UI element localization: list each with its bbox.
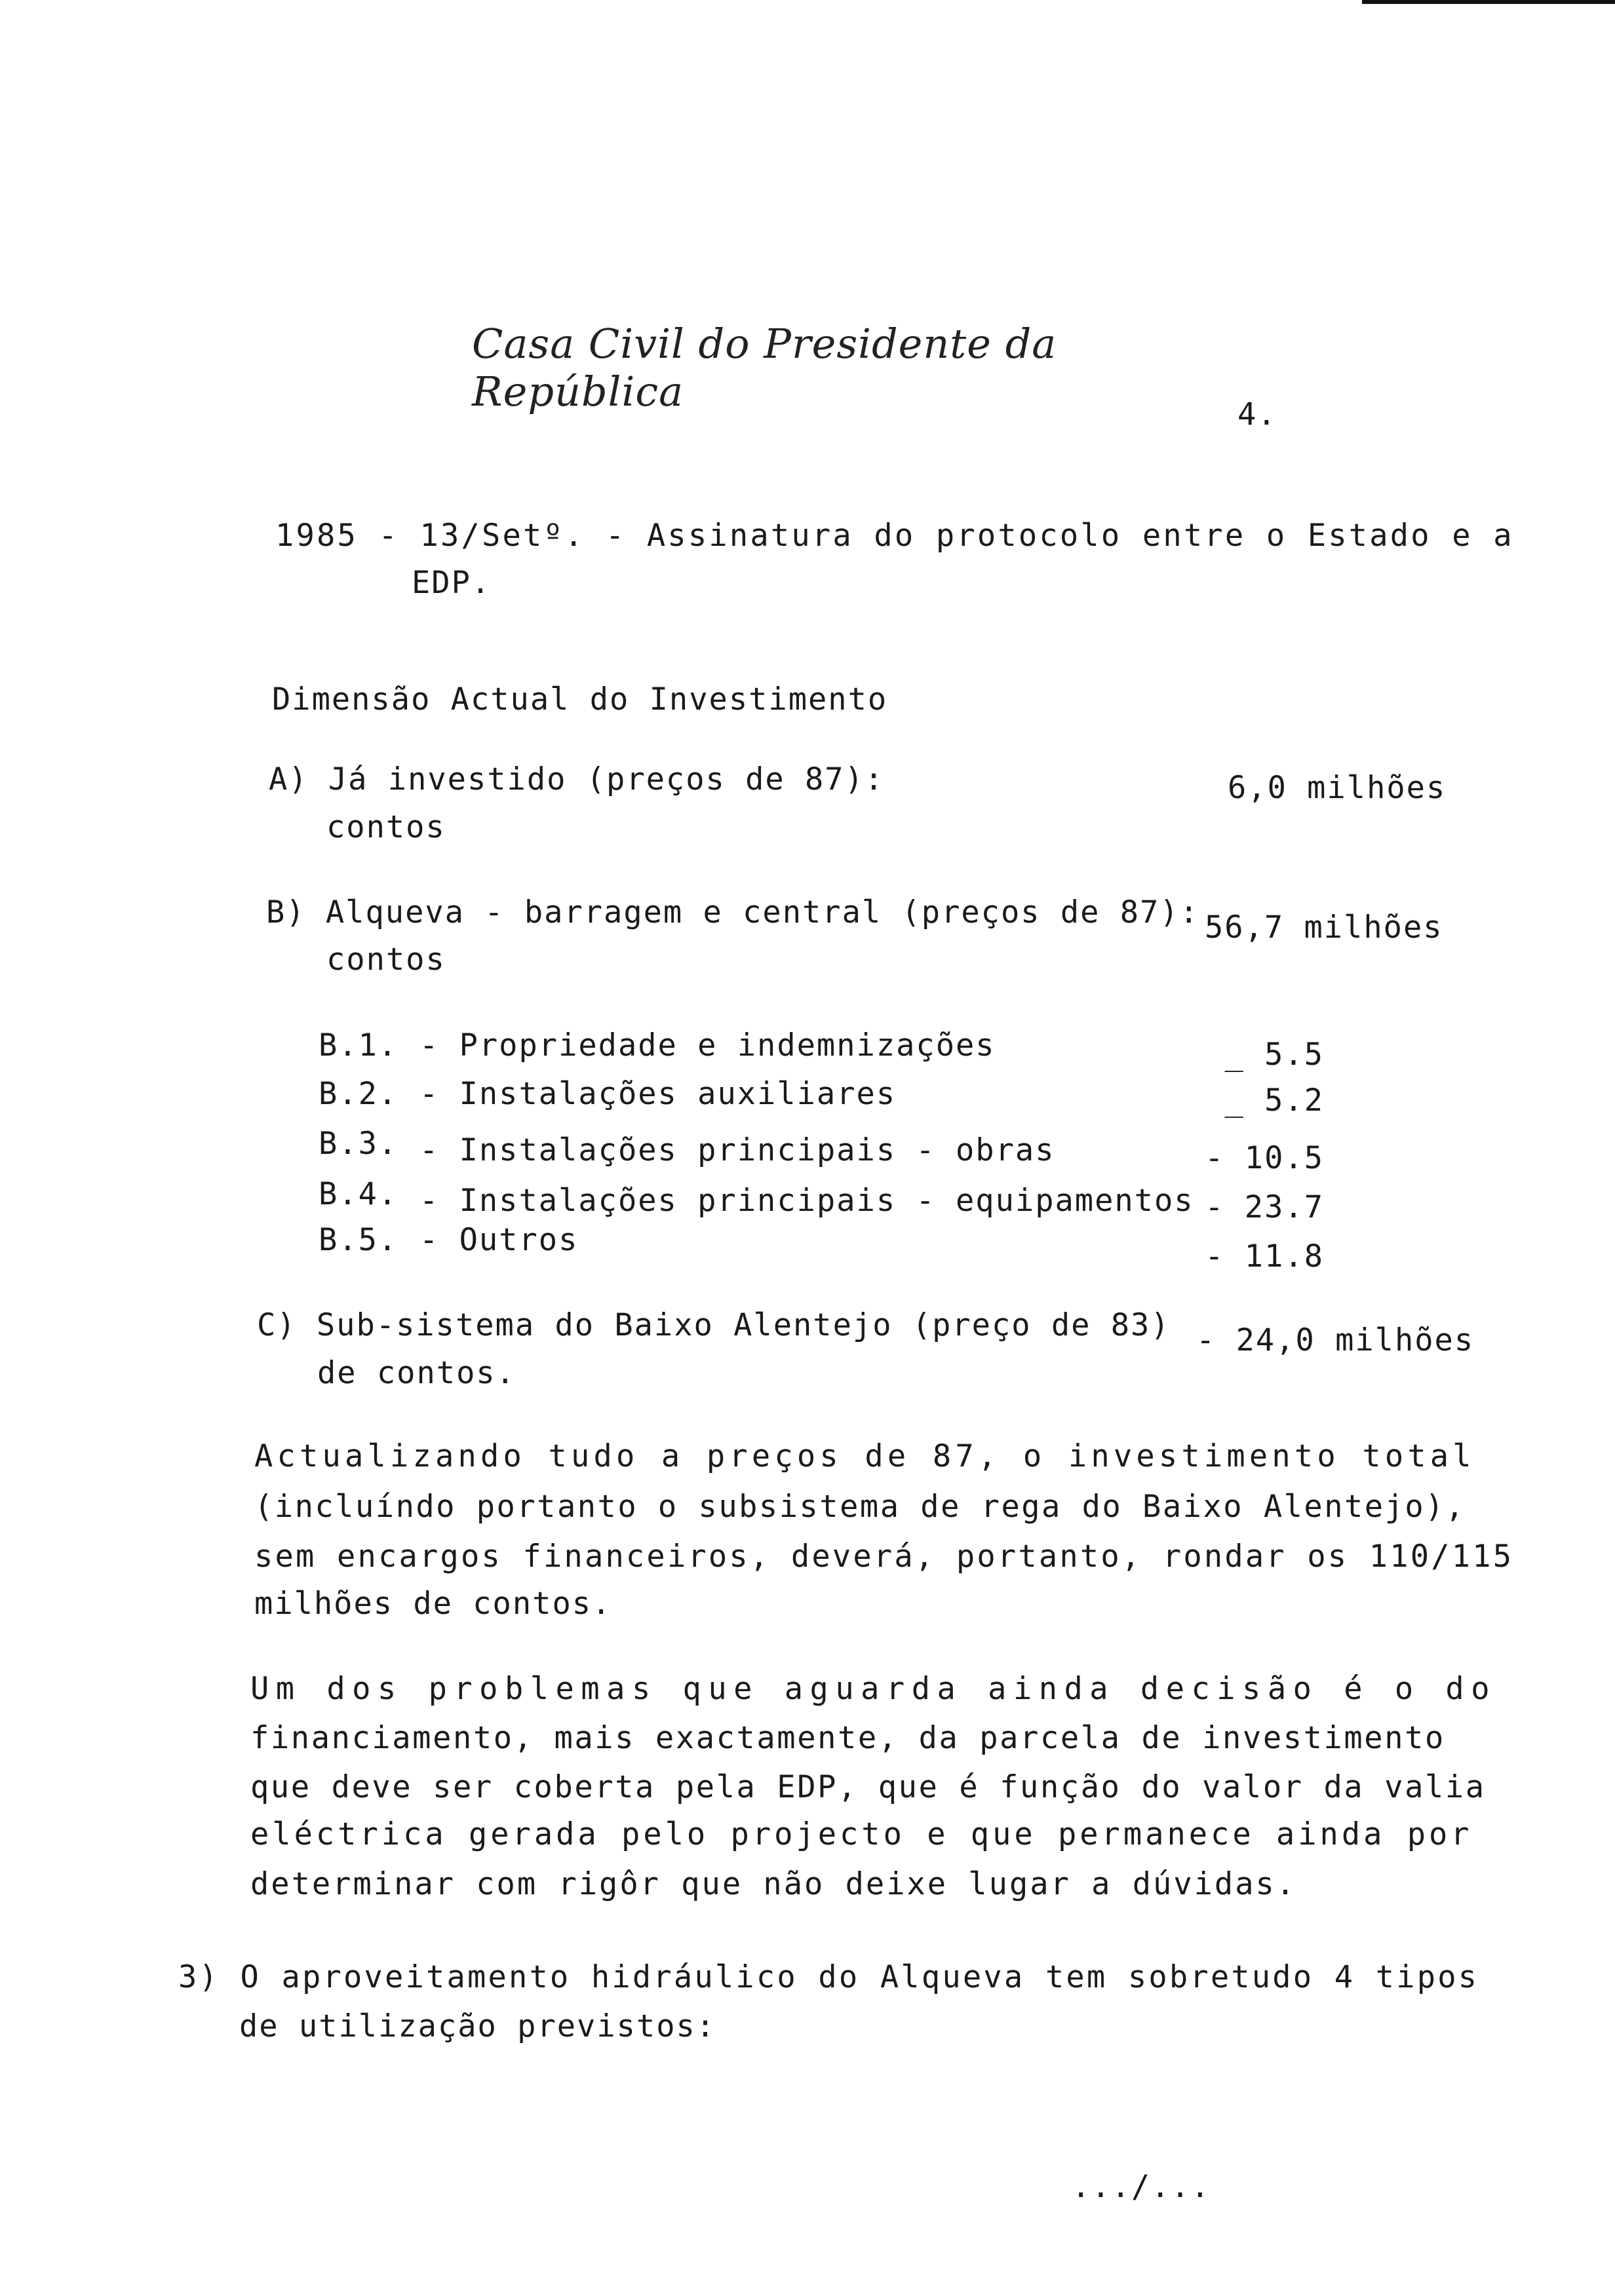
paragraph-1-line: milhões de contos. (254, 1586, 612, 1622)
paragraph-2-line: eléctrica gerada pelo projecto e que permanece ainda por (250, 1816, 1473, 1852)
paragraph-1-line: sem encargos financeiros, deverá, portanto, rondar os 110/115 (254, 1539, 1514, 1575)
page-number: 4. (1237, 396, 1277, 432)
letterhead (472, 308, 1114, 415)
sub-item-value: _ 5.2 (1224, 1082, 1324, 1119)
sub-item-code: B.5. (319, 1222, 399, 1258)
sub-item-value: _ 5.5 (1224, 1037, 1324, 1073)
item-a-continuation: contos (326, 809, 446, 845)
event-line-1: 1985 - 13/Setº. - Assinatura do protocolo entre o Estado e a (275, 518, 1514, 554)
item-c-label: C) Sub-sistema do Baixo Alentejo (preço de 83) (257, 1307, 1171, 1343)
section-title: Dimensão Actual do Investimento (272, 681, 888, 718)
sub-item-label: - Propriedade e indemnizações (419, 1027, 996, 1063)
event-line-2: EDP. (412, 565, 492, 601)
sub-item-code: B.2. (319, 1076, 399, 1112)
top-edge-rule (1362, 0, 1615, 4)
item-c-value: - 24,0 milhões (1196, 1322, 1475, 1358)
item-3-line-1: 3) O aproveitamento hidráulico do Alqueva tem sobretudo 4 tipos (178, 1959, 1479, 1995)
letterhead-text: Casa Civil do Presidente da República (472, 320, 1057, 415)
item-3-line-2: de utilização previstos: (239, 2008, 716, 2044)
sub-item-label: - Instalações principais - equipamentos (419, 1183, 1194, 1219)
sub-item-code: B.4. (319, 1176, 399, 1212)
paragraph-1-line: Actualizando tudo a preços de 87, o investimento total (254, 1438, 1475, 1474)
sub-item-label: - Outros (419, 1222, 579, 1258)
paragraph-2-line: que deve ser coberta pela EDP, que é função do valor da valia (250, 1769, 1486, 1805)
sub-item-value: - 23.7 (1205, 1189, 1324, 1225)
item-b-label: B) Alqueva - barragem e central (preços de 87): (266, 894, 1199, 930)
paragraph-1-line: (incluíndo portanto o subsistema de rega do Baixo Alentejo), (254, 1489, 1466, 1525)
item-a-label: A) Já investido (preços de 87): (269, 761, 885, 797)
item-c-continuation: de contos. (317, 1355, 516, 1391)
sub-item-value: - 10.5 (1205, 1140, 1324, 1176)
item-a-value: 6,0 milhões (1228, 770, 1447, 806)
sub-item-value: - 11.8 (1205, 1238, 1324, 1274)
item-b-value: 56,7 milhões (1205, 909, 1443, 946)
continuation-marker: .../... (1072, 2169, 1211, 2205)
paragraph-2-line: determinar com rigôr que não deixe lugar a dúvidas. (250, 1866, 1297, 1902)
paragraph-2-line: Um dos problemas que aguarda ainda decisão é o do (250, 1671, 1497, 1707)
sub-item-label: - Instalações principais - obras (419, 1132, 1055, 1168)
sub-item-code: B.1. (319, 1027, 399, 1063)
sub-item-label: - Instalações auxiliares (419, 1076, 897, 1112)
sub-item-code: B.3. (319, 1126, 399, 1162)
paragraph-2-line: financiamento, mais exactamente, da parcela de investimento (250, 1720, 1445, 1756)
item-b-continuation: contos (326, 942, 446, 978)
